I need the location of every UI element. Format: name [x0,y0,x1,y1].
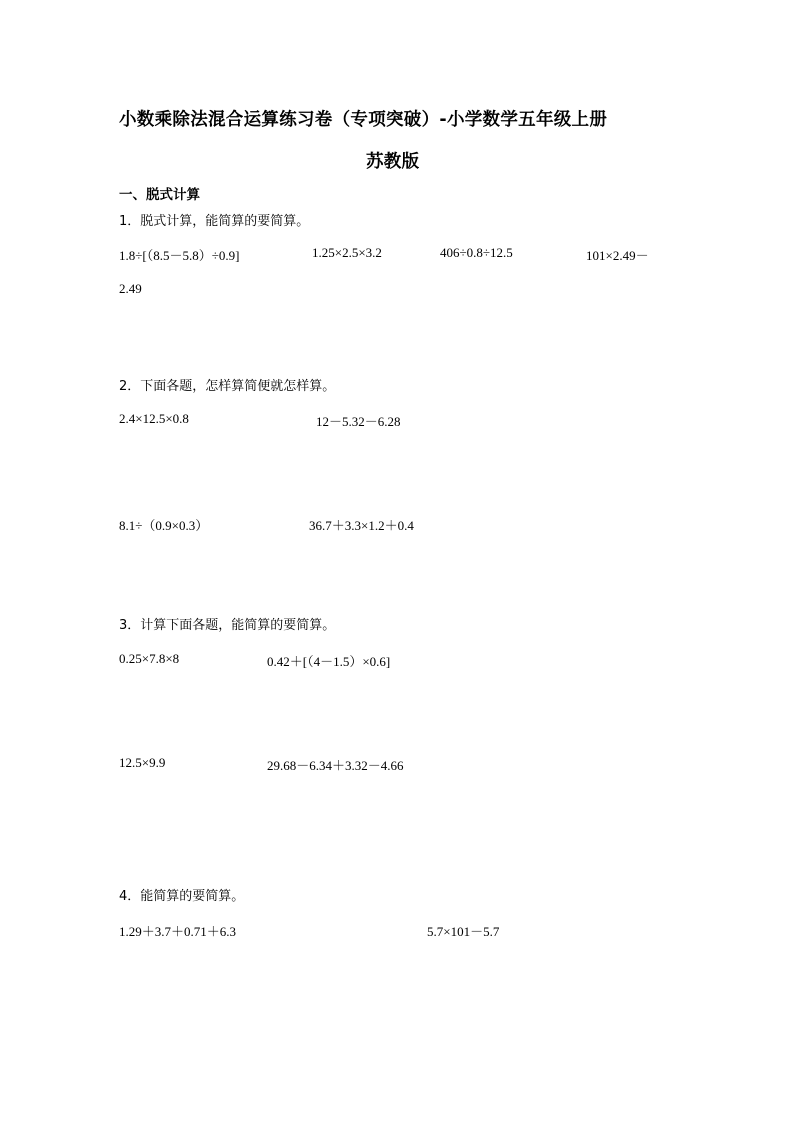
q2-expression-3: 8.1÷（0.9×0.3） [119,518,209,533]
document-title-line1: 小数乘除法混合运算练习卷（专项突破）-小学数学五年级上册 [119,110,608,130]
q4-expression-1: 1.29＋3.7＋0.71＋6.3 [119,924,237,939]
q2-expression-1: 2.4×12.5×0.8 [119,411,189,426]
q1-expression-1: 1.8÷[（8.5－5.8）÷0.9] [119,248,240,263]
q3-expression-3: 12.5×9.9 [119,755,166,770]
question-2-prompt: 2．下面各题，怎样算简便就怎样算。 [119,379,336,394]
section-heading: 一、脱式计算 [119,187,200,203]
q4-expression-2: 5.7×101－5.7 [427,924,500,939]
q1-expression-2: 1.25×2.5×3.2 [312,245,382,260]
question-4-prompt: 4．能简算的要简算。 [119,889,245,904]
q2-expression-4: 36.7＋3.3×1.2＋0.4 [309,518,414,533]
q3-expression-4: 29.68－6.34＋3.32－4.66 [267,758,404,773]
q1-expression-4: 101×2.49－ [586,248,649,263]
q3-expression-1: 0.25×7.8×8 [119,651,180,666]
q2-expression-2: 12－5.32－6.28 [316,414,401,429]
question-1-prompt: 1．脱式计算，能简算的要简算。 [119,214,310,229]
q1-expression-4-continued: 2.49 [119,281,142,296]
q3-expression-2: 0.42＋[（4－1.5）×0.6] [267,654,391,669]
q1-expression-3: 406÷0.8÷12.5 [440,245,513,260]
document-title-line2: 苏教版 [366,152,420,172]
question-3-prompt: 3．计算下面各题，能简算的要简算。 [119,618,336,633]
